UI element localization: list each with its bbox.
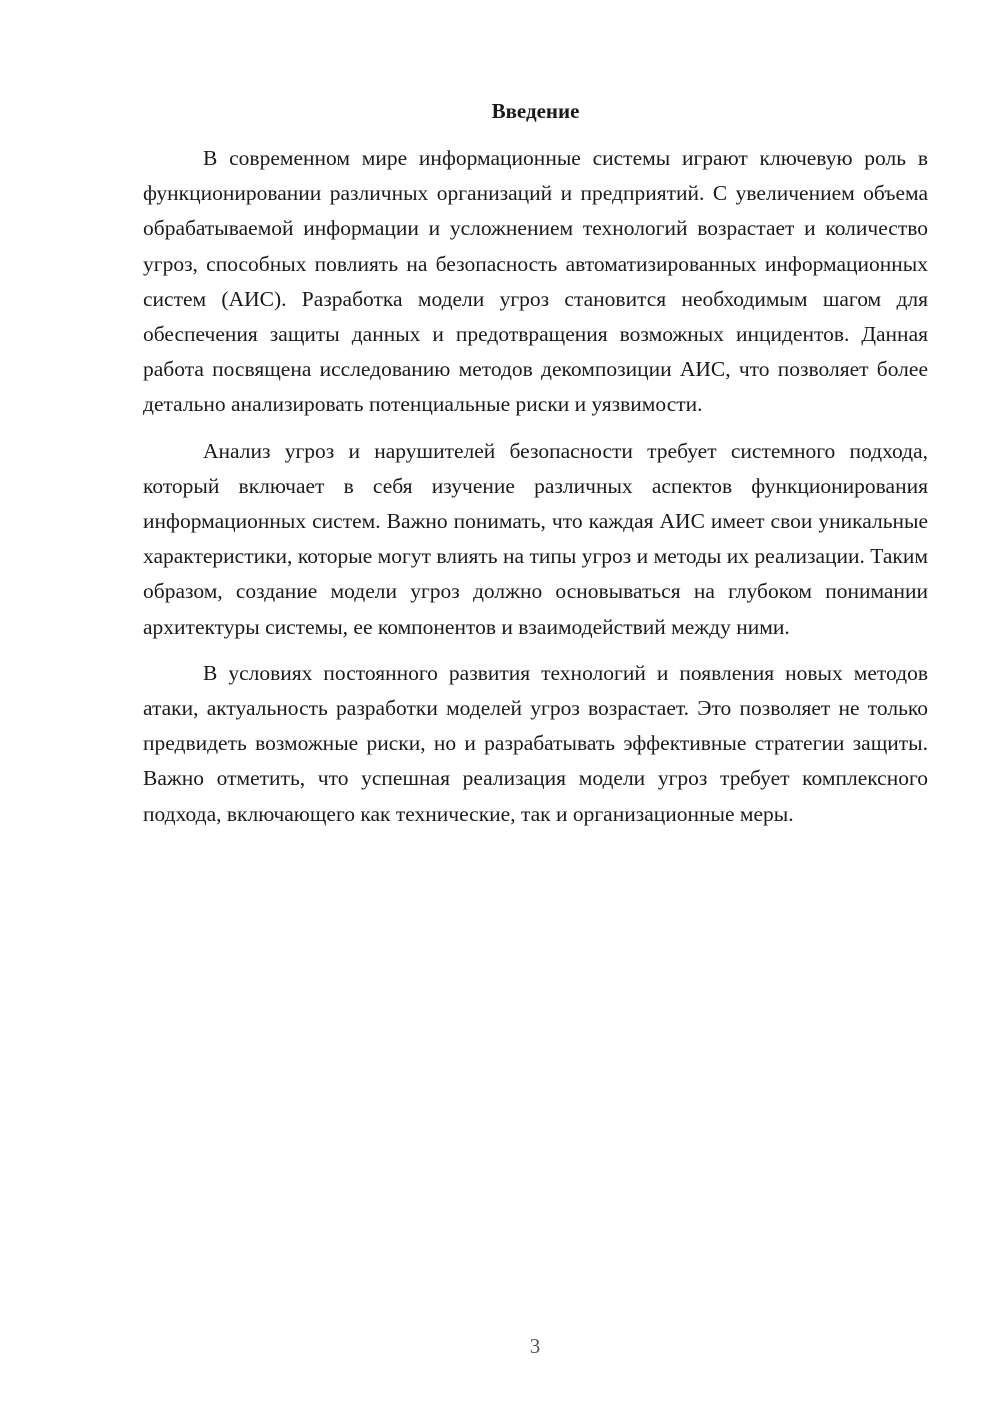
paragraph-1: В современном мире информационные системы играют ключевую роль в функционировании различных организаций и предприятий. С увеличением объема обрабатываемой информации и усложнением технологий возрастает и количество угроз, способных повлиять на безопасность автоматизированных информационных систем (АИС). Разработка модели угроз становится необходимым шагом для обеспечения защиты данных и предотвращения возможных инцидентов. Данная работа посвящена исследованию методов декомпозиции АИС, что позволяет более детально анализировать потенциальные риски и уязвимости. [143, 146, 928, 417]
paragraph-2: Анализ угроз и нарушителей безопасности требует системного подхода, который включает в себя изучение различных аспектов функционирования информационных систем. Важно понимать, что каждая АИС имеет свои уникальные характеристики, которые могут влиять на типы угроз и методы их реализации. Таким образом, создание модели угроз должно основываться на глубоком понимании архитектуры системы, ее компонентов и взаимодействий между ними. [143, 438, 928, 639]
body-text [143, 141, 928, 843]
page-number: 3 [529, 1334, 541, 1358]
paragraph-3: В условиях постоянного развития технологий и появления новых методов атаки, актуальность разработки моделей угроз возрастает. Это позволяет не только предвидеть возможные риски, но и разрабатывать эффективные стратегии защиты. Важно отметить, что успешная реализация модели угроз требует комплексного подхода, включающего как технические, так и организационные меры. [143, 660, 928, 826]
section-heading: Введение [491, 99, 580, 123]
